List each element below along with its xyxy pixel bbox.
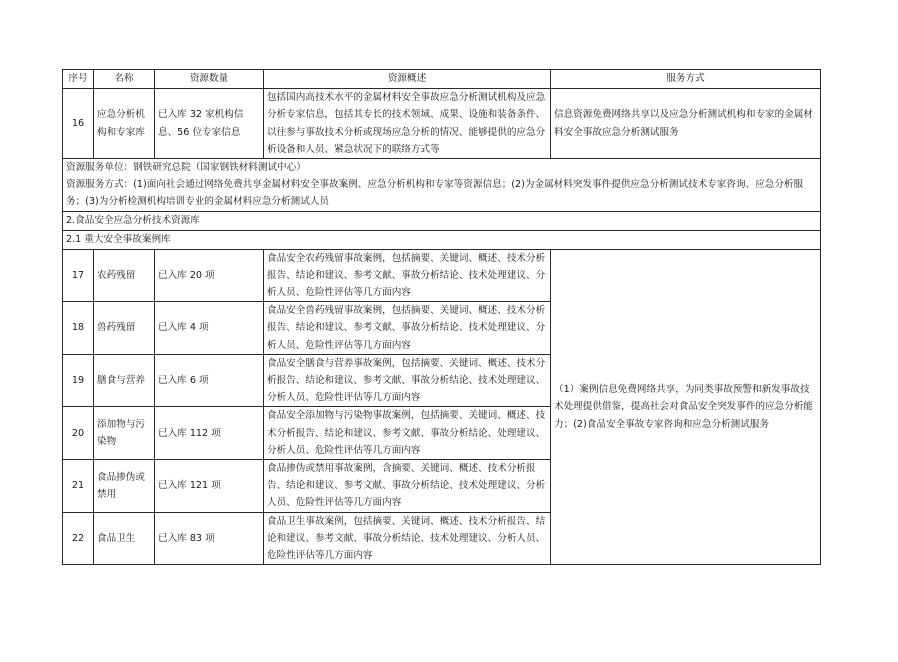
- row-name: 食品卫生: [94, 512, 155, 565]
- row-name: 膳食与营养: [94, 354, 155, 407]
- row-overview: 食品安全膳食与营养事故案例，包括摘要、关键词、概述、技术分析报告、结论和建议、参考文献、事故分析结论、技术处理建议、分析人员、危险性评估等几方面内容: [264, 354, 551, 407]
- header-overview: 资源概述: [264, 70, 551, 89]
- row-no: 17: [63, 249, 94, 302]
- service-info-row: [63, 159, 821, 212]
- row-no: 18: [63, 302, 94, 355]
- row-name: 应急分析机构和专家库: [94, 89, 155, 159]
- header-service: 服务方式: [551, 70, 821, 89]
- row-service: 信息资源免费网络共享以及应急分析测试机构和专家的金属材料安全事故应急分析测试服务: [551, 89, 821, 159]
- row-no: 20: [63, 407, 94, 460]
- header-no: 序号: [63, 70, 94, 89]
- row-quantity: 已入库 32 家机构信息、56 位专家信息: [155, 89, 264, 159]
- row-no: 19: [63, 354, 94, 407]
- row-overview: 食品安全添加物与污染物事故案例，包括摘要、关键词、概述、技术分析报告、结论和建议、参考文献、事故分析结论、处理建议、分析人员、危险性评估等几方面内容: [264, 407, 551, 460]
- row-name: 添加物与污染物: [94, 407, 155, 460]
- row-quantity: 已入库 112 项: [155, 407, 264, 460]
- row-no: 22: [63, 512, 94, 565]
- row-quantity: 已入库 20 项: [155, 249, 264, 302]
- section-row: [63, 211, 821, 230]
- row-overview: 食品安全兽药残留事故案例，包括摘要、关键词、概述、技术分析报告、结论和建议、参考文献、事故分析结论、技术处理建议、分析人员、危险性评估等几方面内容: [264, 302, 551, 355]
- header-name: 名称: [94, 70, 155, 89]
- resource-table: [62, 69, 821, 565]
- row-overview: 包括国内高技术水平的金属材料安全事故应急分析测试机构及应急分析专家信息，包括其专长的技术领域、成果、设施和装备条件、以往参与事故技术分析或现场应急分析的情况、能够提供的应急分析设备和人员、紧急状况下的联络方式等: [264, 89, 551, 159]
- row-quantity: 已入库 6 项: [155, 354, 264, 407]
- row-overview: 食品卫生事故案例，包括摘要、关键词、概述、技术分析报告、结论和建议、参考文献、事故分析结论、技术处理建议、分析人员、危险性评估等几方面内容: [264, 512, 551, 565]
- row-overview: 食品安全农药残留事故案例，包括摘要、关键词、概述、技术分析报告、结论和建议、参考文献、事故分析结论、技术处理建议、分析人员、危险性评估等几方面内容: [264, 249, 551, 302]
- table-row: [63, 249, 821, 302]
- subsection-title: 2.1 重大安全事故案例库: [63, 230, 821, 249]
- row-overview: 食品掺伪或禁用事故案例，含摘要、关键词、概述、技术分析报告、结论和建议、参考文献、事故分析结论、技术处理建议、分析人员、危险性评估等几方面内容: [264, 460, 551, 513]
- row-no: 21: [63, 460, 94, 513]
- subsection-row: [63, 230, 821, 249]
- section-title: 2.食品安全应急分析技术资源库: [63, 211, 821, 230]
- service-info-cell: [63, 159, 821, 212]
- row-quantity: 已入库 4 项: [155, 302, 264, 355]
- service-unit: 资源服务单位：钢铁研究总院（国家钢铁材料测试中心）: [66, 162, 306, 173]
- row-name: 食品掺伪或禁用: [94, 460, 155, 513]
- row-no: 16: [63, 89, 94, 159]
- header-row: [63, 70, 821, 89]
- row-quantity: 已入库 83 项: [155, 512, 264, 565]
- header-quantity: 资源数量: [155, 70, 264, 89]
- row-name: 农药残留: [94, 249, 155, 302]
- table-row: [63, 89, 821, 159]
- service-mode: 资源服务方式：(1)面向社会通过网络免费共享金属材料安全事故案例、应急分析机构和专家等资源信息；(2)为金属材料突发事件提供应急分析测试技术专家咨询、应急分析服务；(3)为分析检测机构培训专业的金属材料应急分析测试人员: [66, 179, 804, 208]
- food-service-cell: （1）案例信息免费网络共享，为同类事故预警和新发事故技术处理提供借鉴，提高社会对食品安全突发事件的应急分析能力；(2)食品安全事故专家咨询和应急分析测试服务: [551, 249, 821, 565]
- row-name: 兽药残留: [94, 302, 155, 355]
- row-quantity: 已入库 121 项: [155, 460, 264, 513]
